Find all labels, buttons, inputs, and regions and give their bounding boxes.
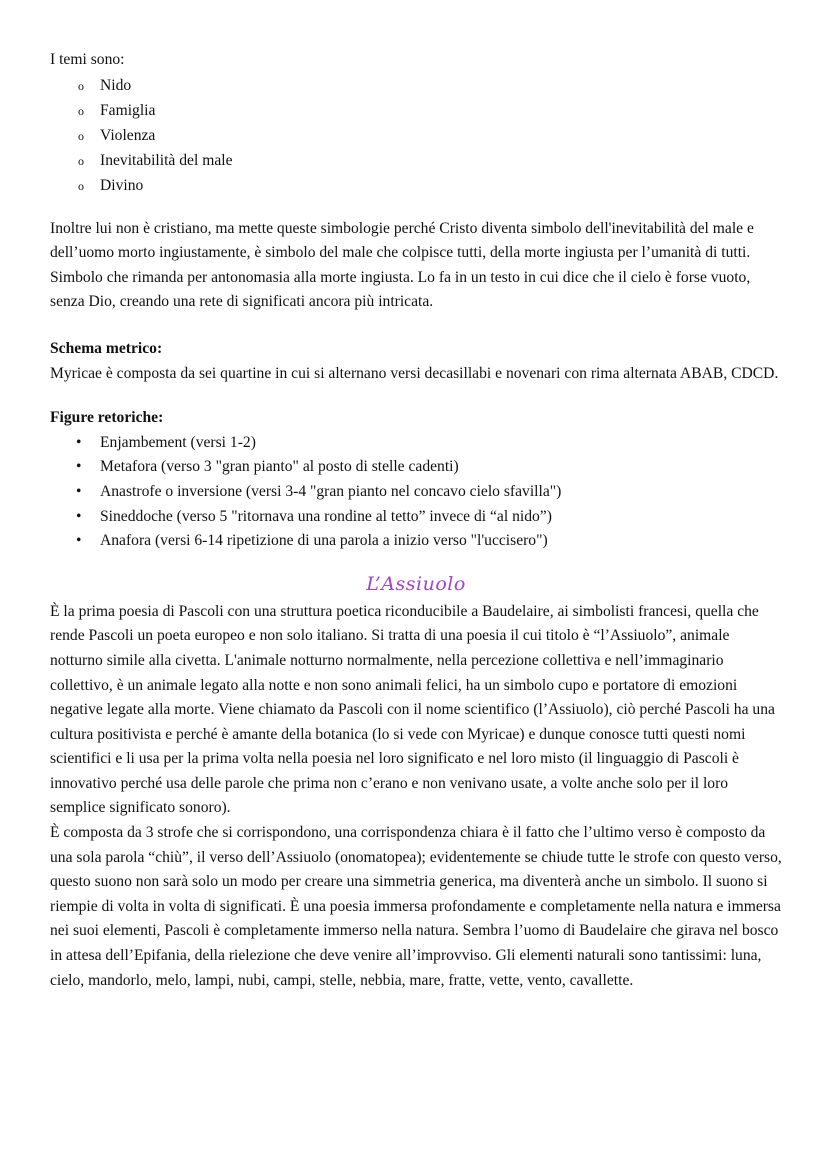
assiuolo-paragraph-1: È la prima poesia di Pascoli con una struttura poetica riconducibile a Baudelaire, ai simbolisti francesi, quella che rende Pascoli un poeta europeo e non solo italiano. Si tratta di una poesia il cui titolo è “l’Assiuolo”, animale notturno simile alla civetta. L'animale notturno normalmente, nella percezione collettiva e nell’immaginario collettivo, è un animale legato alla notte e non sono animali felici, ha un simbolo cupo e portatore di emozioni negative legate alla morte. Viene chiamato da Pascoli con il nome scientifico (l’Assiuolo), ciò perché Pascoli ha una cultura positivista e perché è amante della botanica (lo si vede con Myricae) e dunque conosce tutti questi nomi scientifici e li usa per la prima volta nella poesia nel loro significato e nel loro misto (il linguaggio di Pascoli è innovativo perché usa delle parole che prima non c’erano e non venivano usate, a volte anche solo per il loro semplice significato sonoro). [50,602,775,817]
dot-bullet-icon: • [76,507,82,525]
list-item-text: Anafora (versi 6-14 ripetizione di una parola a inizio verso "l'uccisero") [100,532,548,550]
dot-bullet-icon: • [76,532,82,550]
list-item-text: Inevitabilità del male [100,151,233,169]
figure-list [50,431,782,554]
document-page [50,48,782,993]
dot-bullet-icon: • [76,433,82,451]
circle-bullet-icon: o [78,128,84,143]
schema-heading: Schema metrico: [50,339,163,357]
circle-bullet-icon: o [78,178,84,193]
list-item [50,529,782,554]
list-item [50,455,782,480]
list-item-text: Violenza [100,126,156,144]
list-item-text: Nido [100,76,132,94]
list-item-text: Sineddoche (verso 5 "ritornava una rondine al tetto” invece di “al nido”) [100,507,552,525]
list-item [50,124,782,149]
paragraph-cristo: Inoltre lui non è cristiano, ma mette queste simbologie perché Cristo diventa simbolo dell'inevitabilità del male e dell’uomo morto ingiustamente, è simbolo del male che colpisce tutti, della morte ingiusta per l’umanità di tutti. Simbolo che rimanda per antonomasia alla morte ingiusta. Lo fa in un testo in cui dice che il cielo è forse vuoto, senza Dio, creando una rete di significati ancora più intricata. [50,219,754,311]
dot-bullet-icon: • [76,482,82,500]
dot-bullet-icon: • [76,458,82,476]
list-item-text: Divino [100,176,144,194]
list-item [50,431,782,456]
list-item [50,480,782,505]
list-item [50,174,782,199]
schema-text: Myricae è composta da sei quartine in cui si alternano versi decasillabi e novenari con rima alternata ABAB, CDCD. [50,364,779,382]
list-item [50,149,782,174]
list-item [50,505,782,530]
list-item-text: Enjambement (versi 1-2) [100,433,256,451]
circle-bullet-icon: o [78,78,84,93]
list-item [50,99,782,124]
list-item-text: Anastrofe o inversione (versi 3-4 "gran pianto nel concavo cielo sfavilla") [100,482,562,500]
circle-bullet-icon: o [78,103,84,118]
list-item-text: Metafora (verso 3 "gran pianto" al posto di stelle cadenti) [100,458,459,476]
list-item-text: Famiglia [100,101,156,119]
list-item [50,74,782,99]
assiuolo-paragraph-2: È composta da 3 strofe che si corrispondono, una corrispondenza chiara è il fatto che l’ultimo verso è composto da una sola parola “chiù”, il verso dell’Assiuolo (onomatopea); evidentemente se chiude tutte le strofe con questo verso, questo suono non sarà solo un modo per creare una simmetria generica, ma diventerà anche un simbolo. Il suono si riempie di volta in volta di significati. È una poesia immersa profondamente e completamente nella natura e immersa nei suoi elementi, Pascoli è completamente immerso nella natura. Sembra l’uomo di Baudelaire che girava nel bosco in attesa dell’Epifania, della rielezione che deve venire all’improvviso. Gli elementi naturali sono tantissimi: luna, cielo, mandorlo, melo, lampi, nubi, campi, stelle, nebbia, mare, fratte, vette, vento, cavallette. [50,824,782,989]
section-title-assiuolo: L’Assiuolo [366,572,466,595]
figure-heading: Figure retoriche: [50,409,164,427]
circle-bullet-icon: o [78,153,84,168]
themes-list [50,74,782,199]
themes-label: I temi sono: [50,51,125,68]
